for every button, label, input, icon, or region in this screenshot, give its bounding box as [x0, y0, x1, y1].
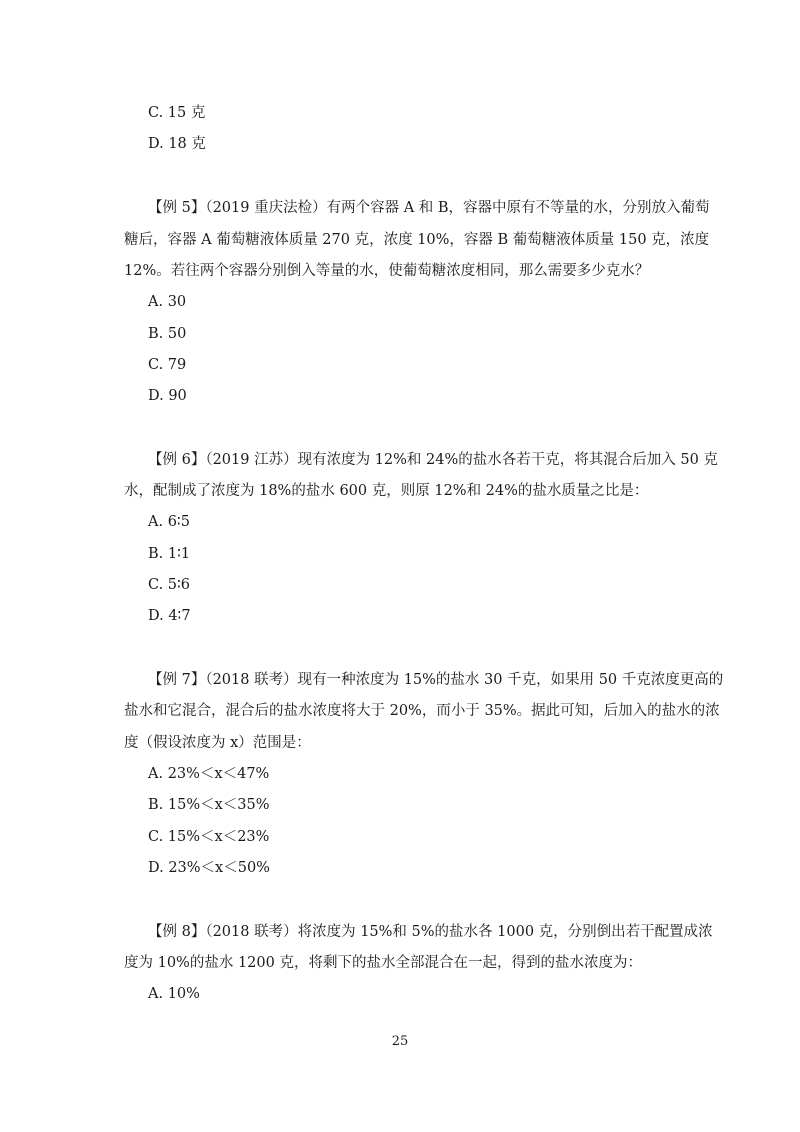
example-6-option-d: D. 4∶7: [148, 608, 191, 624]
option-c: C. 15 克: [148, 105, 206, 121]
example-5-option-c: C. 79: [148, 357, 187, 373]
example-7-option-d: D. 23%＜x＜50%: [148, 860, 270, 876]
example-5-option-d: D. 90: [148, 388, 187, 404]
example-8-line-2: 度为 10%的盐水 1200 克，将剩下的盐水全部混合在一起，得到的盐水浓度为：: [124, 955, 642, 971]
example-6-option-c: C. 5∶6: [148, 577, 191, 593]
example-5-line-3: 12%。若往两个容器分别倒入等量的水，使葡萄糖浓度相同，那么需要多少克水？: [124, 263, 650, 279]
option-d: D. 18 克: [148, 136, 206, 152]
example-5-line-1: 【例 5】（2019 重庆法检）有两个容器 A 和 B，容器中原有不等量的水，分别放入葡萄: [148, 200, 710, 216]
example-5-option-b: B. 50: [148, 326, 187, 342]
example-7-option-a: A. 23%＜x＜47%: [148, 766, 270, 782]
example-6-option-a: A. 6∶5: [148, 514, 190, 530]
example-7-line-2: 盐水和它混合，混合后的盐水浓度将大于 20%，而小于 35%。据此可知，后加入的盐水的浓: [124, 703, 720, 719]
example-8-line-1: 【例 8】（2018 联考）将浓度为 15%和 5%的盐水各 1000 克，分别倒出若干配置成浓: [148, 924, 713, 940]
example-5-option-a: A. 30: [148, 294, 187, 310]
example-7-option-c: C. 15%＜x＜23%: [148, 829, 270, 845]
example-6-line-2: 水，配制成了浓度为 18%的盐水 600 克，则原 12%和 24%的盐水质量之比是：: [124, 483, 649, 499]
example-7-line-1: 【例 7】（2018 联考）现有一种浓度为 15%的盐水 30 千克，如果用 50 千克浓度更高的: [148, 672, 724, 688]
example-7-option-b: B. 15%＜x＜35%: [148, 797, 270, 813]
example-7-line-3: 度（假设浓度为 x）范围是：: [124, 735, 311, 751]
example-8-option-a: A. 10%: [148, 986, 200, 1002]
example-6-option-b: B. 1∶1: [148, 546, 191, 562]
example-5-line-2: 糖后，容器 A 葡萄糖液体质量 270 克，浓度 10%，容器 B 葡萄糖液体质量 150 克，浓度: [124, 232, 710, 248]
page-number: 25: [391, 1034, 409, 1049]
example-6-line-1: 【例 6】（2019 江苏）现有浓度为 12%和 24%的盐水各若干克，将其混合后加入 50 克: [148, 452, 718, 468]
